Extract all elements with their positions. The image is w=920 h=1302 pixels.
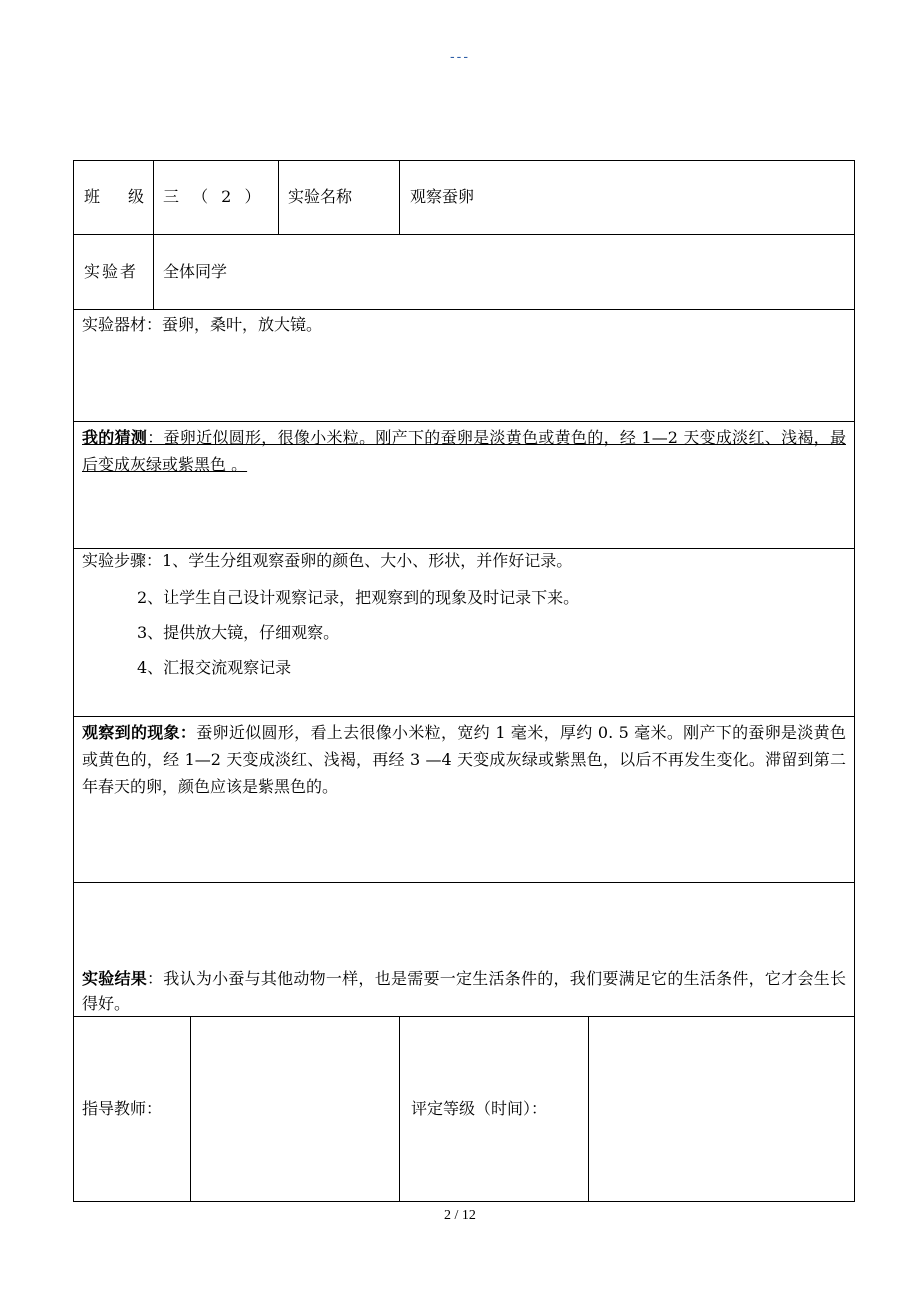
- row-divider: [73, 309, 855, 310]
- column-divider: [399, 160, 400, 234]
- class-value: 三 （ 2 ）: [163, 187, 265, 206]
- result-section: [82, 966, 846, 1016]
- class-label: 班 级: [84, 187, 151, 206]
- observation-section: [82, 719, 846, 800]
- column-divider: [588, 1016, 589, 1201]
- result-label: 实验结果: [82, 969, 148, 988]
- row-divider: [73, 421, 855, 422]
- experimenter-label: 实验者: [84, 262, 139, 281]
- column-divider: [190, 1016, 191, 1201]
- step-item: 3、提供放大镜，仔细观察。: [137, 623, 340, 642]
- observation-label: 观察到的现象：: [82, 723, 197, 742]
- step-item: 1、学生分组观察蚕卵的颜色、大小、形状，并作好记录。: [162, 551, 573, 570]
- table-border-bottom: [73, 1201, 855, 1202]
- column-divider: [153, 160, 154, 309]
- column-divider: [278, 160, 279, 234]
- equipment-section: [82, 311, 846, 338]
- experimenter-value: 全体同学: [163, 262, 228, 281]
- guess-label: 我的猜测: [82, 428, 148, 447]
- row-divider: [73, 548, 855, 549]
- step-item: 2、让学生自己设计观察记录，把观察到的现象及时记录下来。: [137, 588, 580, 607]
- guess-section: [82, 424, 846, 478]
- equipment-text: ：蚕卵，桑叶，放大镜。: [146, 315, 323, 334]
- table-border-top: [73, 160, 855, 161]
- step-item: 4、汇报交流观察记录: [137, 658, 292, 677]
- row-divider: [73, 882, 855, 883]
- table-border-right: [854, 160, 855, 1202]
- column-divider: [399, 1016, 400, 1201]
- guess-text: ：蚕卵近似圆形，很像小米粒。刚产下的蚕卵是淡黄色或黄色的，经 1—2 天变成淡红、浅褐，最后变成灰绿或紫黑色 。: [82, 428, 846, 474]
- table-border-left: [73, 160, 74, 1202]
- observation-text: 蚕卵近似圆形，看上去很像小米粒，宽约 1 毫米，厚约 0. 5 毫米。刚产下的蚕卵是淡黄色或黄色的，经 1—2 天变成淡红、浅褐，再经 3 —4 天变成灰绿或紫黑色，以后不再发生变化。滞留到第二年春天的卵，颜色应该是紫黑色的。: [82, 723, 846, 796]
- page-number: 2 / 12: [444, 1208, 476, 1223]
- row-divider: [73, 716, 855, 717]
- experiment-name-value: 观察蚕卵: [410, 187, 475, 206]
- steps-first-line: [82, 550, 572, 572]
- steps-label: 实验步骤：: [82, 551, 163, 570]
- row-divider: [73, 234, 855, 235]
- result-text: ：我认为小蚕与其他动物一样，也是需要一定生活条件的，我们要满足它的生活条件，它才会生长得好。: [82, 969, 846, 1013]
- header-mark: ---: [450, 48, 470, 64]
- teacher-label: 指导教师：: [82, 1099, 163, 1118]
- grade-label: 评定等级（时间）：: [411, 1099, 548, 1118]
- equipment-label: 实验器材: [82, 315, 147, 334]
- experiment-name-label: 实验名称: [288, 187, 353, 206]
